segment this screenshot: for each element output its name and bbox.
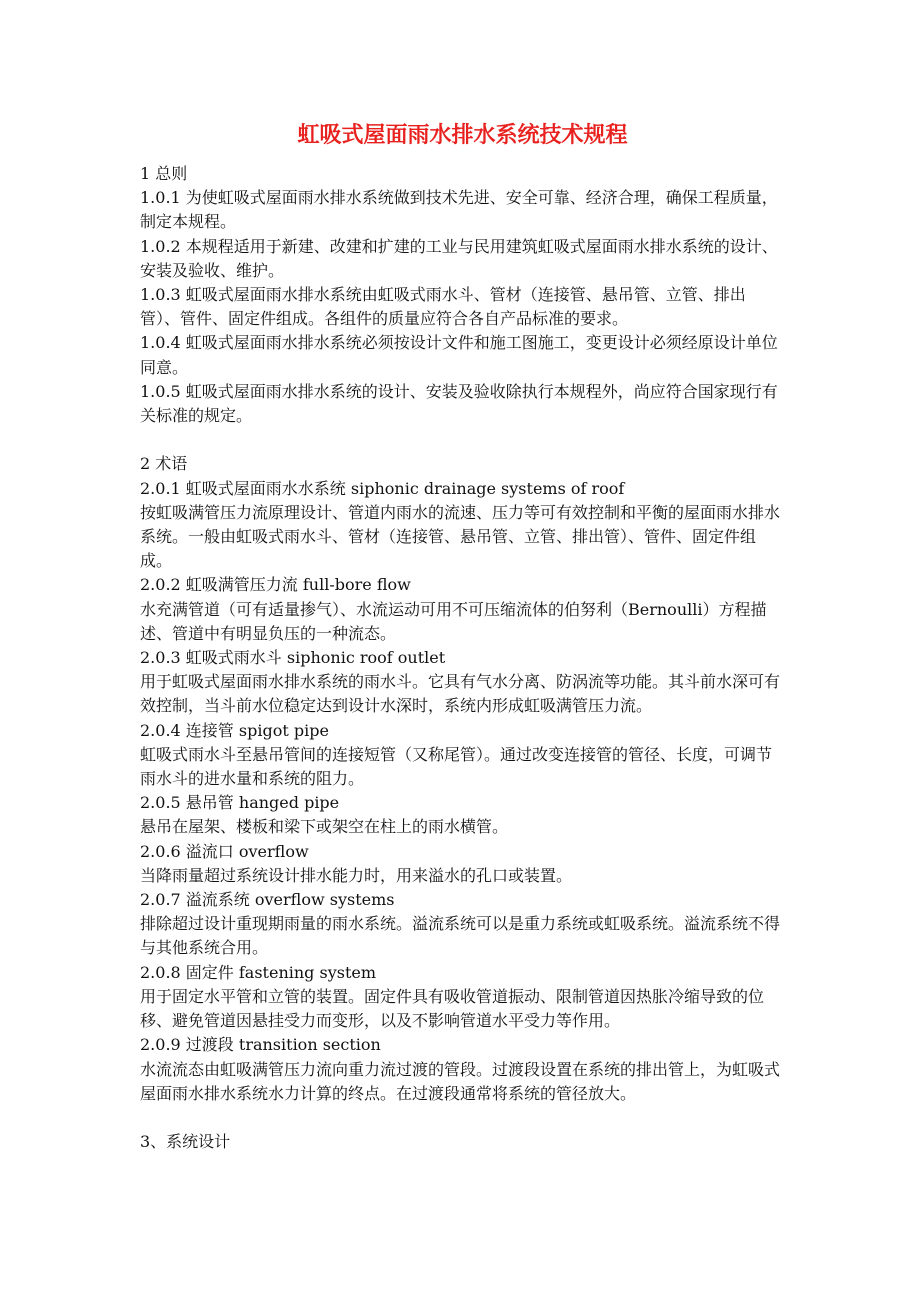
definition-2-0-2: 水充满管道（可有适量掺气）、水流运动可用不可压缩流体的伯努利（Bernoulli）方程描述、管道中有明显负压的一种流态。 xyxy=(140,599,767,643)
definition-2-0-9: 水流流态由虹吸满管压力流向重力流过渡的管段。过渡段设置在系统的排出管上，为虹吸式屋面雨水排水系统水力计算的终点。在过渡段通常将系统的管径放大。 xyxy=(140,1059,781,1103)
definition-2-0-5: 悬吊在屋架、楼板和梁下或架空在柱上的雨水横管。 xyxy=(140,817,509,837)
section-heading: 3、系统设计 xyxy=(140,1132,231,1152)
term-2-0-4: 2.0.4 连接管 spigot pipe xyxy=(140,720,329,740)
term-2-0-5: 2.0.5 悬吊管 hanged pipe xyxy=(140,793,340,813)
clause-1-0-4: 1.0.4 虹吸式屋面雨水排水系统必须按设计文件和施工图施工，变更设计必须经原设计单位同意。 xyxy=(140,333,778,377)
definition-2-0-8: 用于固定水平管和立管的装置。固定件具有吸收管道振动、限制管道因热胀冷缩导致的位移、避免管道因悬挂受力而变形，以及不影响管道水平受力等作用。 xyxy=(140,986,765,1031)
clause-1-0-2: 1.0.2 本规程适用于新建、改建和扩建的工业与民用建筑虹吸式屋面雨水排水系统的设计、安装及验收、维护。 xyxy=(140,236,778,280)
term-2-0-7: 2.0.7 溢流系统 overflow systems xyxy=(140,890,395,910)
term-2-0-1: 2.0.1 虹吸式屋面雨水水系统 siphonic drainage systems of roof xyxy=(140,478,625,498)
definition-2-0-7: 排除超过设计重现期雨量的雨水系统。溢流系统可以是重力系统或虹吸系统。溢流系统不得与其他系统合用。 xyxy=(140,914,781,958)
clause-1-0-5: 1.0.5 虹吸式屋面雨水排水系统的设计、安装及验收除执行本规程外，尚应符合国家现行有关标准的规定。 xyxy=(140,381,778,426)
spacer xyxy=(140,428,785,452)
term-2-0-3: 2.0.3 虹吸式雨水斗 siphonic roof outlet xyxy=(140,648,446,668)
term-2-0-9: 2.0.9 过渡段 transition section xyxy=(140,1035,381,1055)
definition-2-0-1: 按虹吸满管压力流原理设计、管道内雨水的流速、压力等可有效控制和平衡的屋面雨水排水系统。一般由虹吸式雨水斗、管材（连接管、悬吊管、立管、排出管）、管件、固定件组成。 xyxy=(140,502,781,571)
clause-1-0-1: 1.0.1 为使虹吸式屋面雨水排水系统做到技术先进、安全可靠、经济合理，确保工程质量，制定本规程。 xyxy=(140,188,778,232)
section-heading: 2 术语 xyxy=(140,454,188,474)
section-terms xyxy=(140,452,785,1105)
document-title: 虹吸式屋面雨水排水系统技术规程 xyxy=(297,122,628,148)
definition-2-0-4: 虹吸式雨水斗至悬吊管间的连接短管（又称尾管）。通过改变连接管的管径、长度，可调节雨水斗的进水量和系统的阻力。 xyxy=(140,744,773,789)
spacer xyxy=(140,1106,785,1130)
term-2-0-2: 2.0.2 虹吸满管压力流 full-bore flow xyxy=(140,575,411,595)
clause-1-0-3: 1.0.3 虹吸式屋面雨水排水系统由虹吸式雨水斗、管材（连接管、悬吊管、立管、排出管）、管件、固定件组成。各组件的质量应符合各自产品标准的要求。 xyxy=(140,285,746,329)
document-page xyxy=(140,118,785,1154)
definition-2-0-6: 当降雨量超过系统设计排水能力时，用来溢水的孔口或装置。 xyxy=(140,865,573,885)
section-system-design xyxy=(140,1130,785,1154)
term-2-0-6: 2.0.6 溢流口 overflow xyxy=(140,841,309,861)
section-heading: 1 总则 xyxy=(140,164,188,183)
term-2-0-8: 2.0.8 固定件 fastening system xyxy=(140,962,377,982)
definition-2-0-3: 用于虹吸式屋面雨水排水系统的雨水斗。它具有气水分离、防涡流等功能。其斗前水深可有效控制，当斗前水位稳定达到设计水深时，系统内形成虹吸满管压力流。 xyxy=(140,672,781,716)
section-general xyxy=(140,162,785,428)
